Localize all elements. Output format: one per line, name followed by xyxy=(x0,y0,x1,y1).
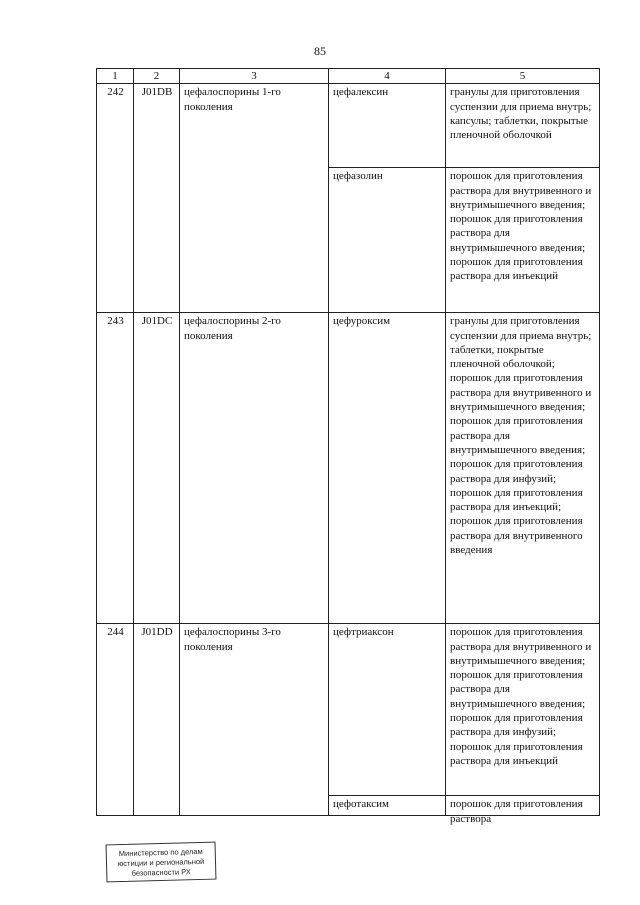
stamp-line: Министерство по делам xyxy=(118,846,203,859)
drug-name: цефазолин xyxy=(329,168,446,313)
atc-code: J01DD xyxy=(134,624,180,816)
drug-name xyxy=(329,796,446,816)
header-col-2: 2 xyxy=(134,69,180,84)
dosage-forms xyxy=(446,796,600,825)
row-number: 243 xyxy=(97,313,134,624)
table-header-row xyxy=(97,69,600,84)
stamp-line: юстиции и региональной xyxy=(117,856,205,869)
table-row xyxy=(97,313,600,624)
page-number: 85 xyxy=(314,44,326,58)
header-col-4: 4 xyxy=(329,69,446,84)
dosage-forms: порошок для приготовления раствора для внутривенного и внутримышечного введения; порошок для приготовления раствора для внутримышечного введения; порошок для приготовления раствора для инфузий; порошок для приготовления раствора для инъекций xyxy=(446,624,600,796)
drug-name: цефтриаксон xyxy=(329,624,446,796)
drug-table xyxy=(96,68,600,825)
header-col-1: 1 xyxy=(97,69,134,84)
table-row xyxy=(97,84,600,168)
header-col-5: 5 xyxy=(446,69,600,84)
row-number: 242 xyxy=(97,84,134,313)
dosage-forms-text: порошок для приготовления раствора xyxy=(450,798,583,825)
atc-code: J01DB xyxy=(134,84,180,313)
drug-name-text: цефотаксим xyxy=(333,798,390,811)
registration-stamp xyxy=(106,842,217,883)
group-name: цефалоспорины 2-го поколения xyxy=(180,313,329,624)
atc-code: J01DC xyxy=(134,313,180,624)
row-number: 244 xyxy=(97,624,134,816)
drug-name: цефалексин xyxy=(329,84,446,168)
drug-name: цефуроксим xyxy=(329,313,446,624)
header-col-3: 3 xyxy=(180,69,329,84)
dosage-forms: гранулы для приготовления суспензии для приема внутрь; капсулы; таблетки, покрытые пленочной оболочкой xyxy=(446,84,600,168)
table-row xyxy=(97,624,600,796)
stamp-line: безопасности РХ xyxy=(131,867,191,878)
dosage-forms: гранулы для приготовления суспензии для приема внутрь; таблетки, покрытые пленочной оболочкой; порошок для приготовления раствора для внутривенного и внутримышечного введения; порошок для приготовления раствора для внутримышечного введения; порошок для приготовления раствора для инфузий; порошок для приготовления раствора для инъекций; порошок для приготовления раствора для внутривенного введения xyxy=(446,313,600,624)
dosage-forms: порошок для приготовления раствора для внутривенного и внутримышечного введения; порошок для приготовления раствора для внутримышечного введения; порошок для приготовления раствора для инъекций xyxy=(446,168,600,313)
group-name: цефалоспорины 3-го поколения xyxy=(180,624,329,816)
group-name: цефалоспорины 1-го поколения xyxy=(180,84,329,313)
